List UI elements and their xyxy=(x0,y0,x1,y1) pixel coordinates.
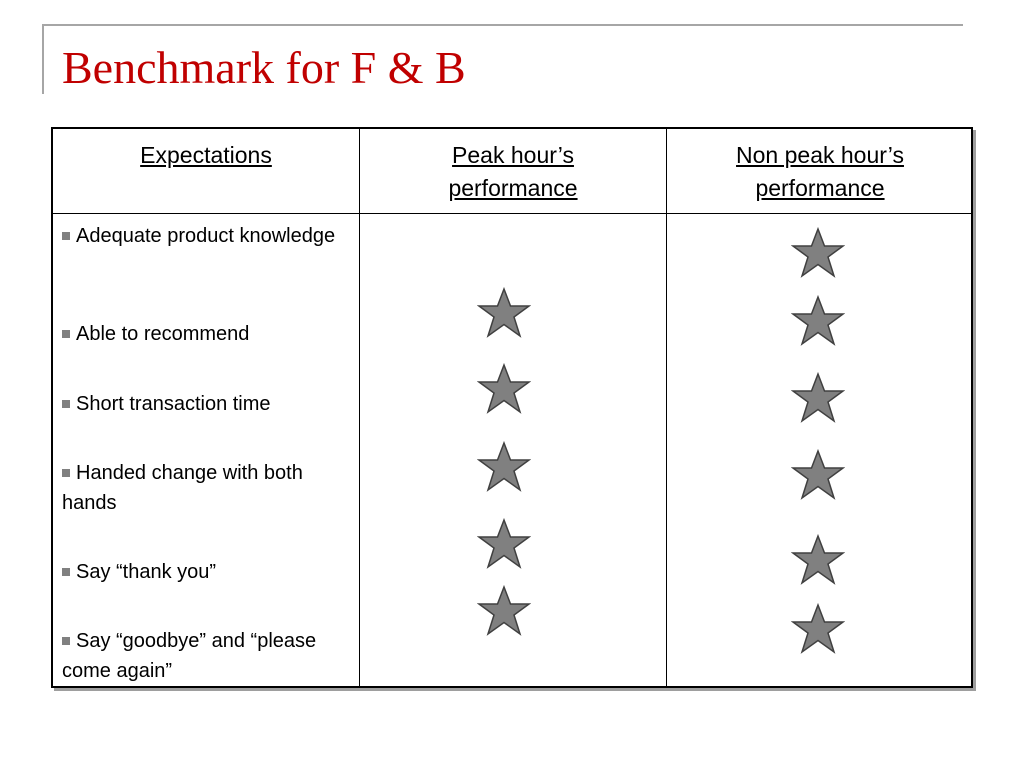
expectation-item xyxy=(62,319,352,349)
non-peak-star-icon xyxy=(791,603,845,655)
expectation-label: Short transaction time xyxy=(76,393,271,415)
square-bullet-icon xyxy=(62,232,70,240)
peak-star-icon xyxy=(477,585,531,637)
square-bullet-icon xyxy=(62,400,70,408)
expectation-label: Say “thank you” xyxy=(76,561,217,583)
header-expectations: Expectations xyxy=(140,142,272,168)
slide-title: Benchmark for F & B xyxy=(62,42,466,93)
peak-star-icon xyxy=(477,441,531,493)
expectation-item xyxy=(62,221,352,251)
top-rule xyxy=(42,24,963,26)
expectation-label: Say “goodbye” and “please come again” xyxy=(62,630,317,682)
peak-star-icon xyxy=(477,518,531,570)
header-divider xyxy=(53,213,971,214)
expectation-label: Able to recommend xyxy=(76,323,250,345)
peak-star-icon xyxy=(477,287,531,339)
non-peak-star-icon xyxy=(791,534,845,586)
non-peak-star-icon xyxy=(791,372,845,424)
expectation-label: Adequate product knowledge xyxy=(76,225,336,247)
expectation-label: Handed change with both hands xyxy=(62,462,303,514)
header-non-peak-hours: Non peak hour’s performance xyxy=(736,142,904,201)
peak-star-icon xyxy=(477,363,531,415)
expectation-item xyxy=(62,626,352,686)
square-bullet-icon xyxy=(62,330,70,338)
left-rule xyxy=(42,24,44,94)
non-peak-star-icon xyxy=(791,449,845,501)
header-peak-hours: Peak hour’s performance xyxy=(448,142,578,201)
expectation-item xyxy=(62,389,352,419)
non-peak-star-icon xyxy=(791,295,845,347)
non-peak-star-icon xyxy=(791,227,845,279)
expectation-item xyxy=(62,458,352,518)
expectation-item xyxy=(62,557,352,587)
square-bullet-icon xyxy=(62,568,70,576)
square-bullet-icon xyxy=(62,469,70,477)
square-bullet-icon xyxy=(62,637,70,645)
benchmark-table xyxy=(51,127,973,688)
